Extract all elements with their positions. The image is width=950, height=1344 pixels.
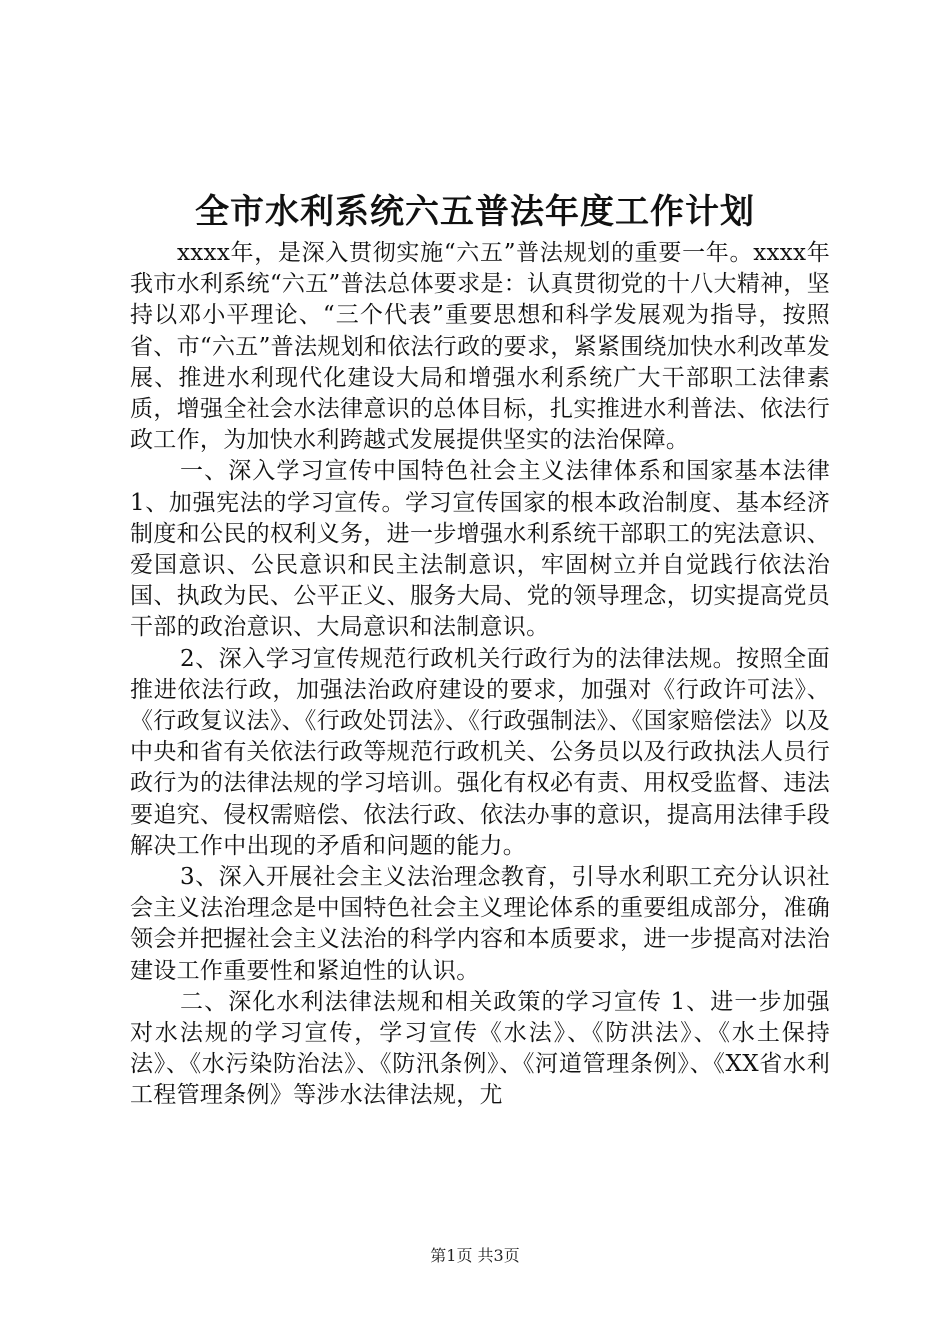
document-body (130, 238, 830, 1112)
document-title: 全市水利系统六五普法年度工作计划 (195, 192, 755, 232)
paragraph-item-three: 3、深入开展社会主义法治理念教育，引导水利职工充分认识社会主义法治理念是中国特色社会主义理论体系的重要组成部分，准确领会并把握社会主义法治的科学内容和本质要求，进一步提高对法治建设工作重要性和紧迫性的认识。 (130, 864, 830, 984)
page-number-footer: 第1页 共3页 (430, 1246, 520, 1265)
paragraph-item-two: 2、深入学习宣传规范行政机关行政行为的法律法规。按照全面推进依法行政，加强法治政府建设的要求，加强对《行政许可法》、《行政复议法》、《行政处罚法》、《行政强制法》、《国家赔偿法》以及中央和省有关依法行政等规范行政机关、公务员以及行政执法人员行政行为的法律法规的学习培训。强化有权必有责、用权受监督、违法要追究、侵权需赔偿、依法行政、依法办事的意识，提高用法律手段解决工作中出现的矛盾和问题的能力。 (130, 645, 830, 859)
paragraph-section-one: 一、深入学习宣传中国特色社会主义法律体系和国家基本法律 1、加强宪法的学习宣传。学习宣传国家的根本政治制度、基本经济制度和公民的权利义务，进一步增强水利系统干部职工的宪法意识、爱国意识、公民意识和民主法制意识，牢固树立并自觉践行依法治国、执政为民、公平正义、服务大局、党的领导理念，切实提高党员干部的政治意识、大局意识和法制意识。 (130, 458, 830, 641)
paragraph-intro: xxxx年，是深入贯彻实施“六五”普法规划的重要一年。xxxx年我市水利系统“六五”普法总体要求是：认真贯彻党的十八大精神，坚持以邓小平理论、“三个代表”重要思想和科学发展观为指导，按照省、市“六五”普法规划和依法行政的要求，紧紧围绕加快水利改革发展、推进水利现代化建设大局和增强水利系统广大干部职工法律素质，增强全社会水法律意识的总体目标，扎实推进水利普法、依法行政工作，为加快水利跨越式发展提供坚实的法治保障。 (130, 240, 830, 454)
paragraph-section-two: 二、深化水利法律法规和相关政策的学习宣传 1、进一步加强对水法规的学习宣传，学习宣传《水法》、《防洪法》、《水土保持法》、《水污染防治法》、《防汛条例》、《河道管理条例》、《XX省水利工程管理条例》等涉水法律法规，尤 (130, 988, 830, 1109)
